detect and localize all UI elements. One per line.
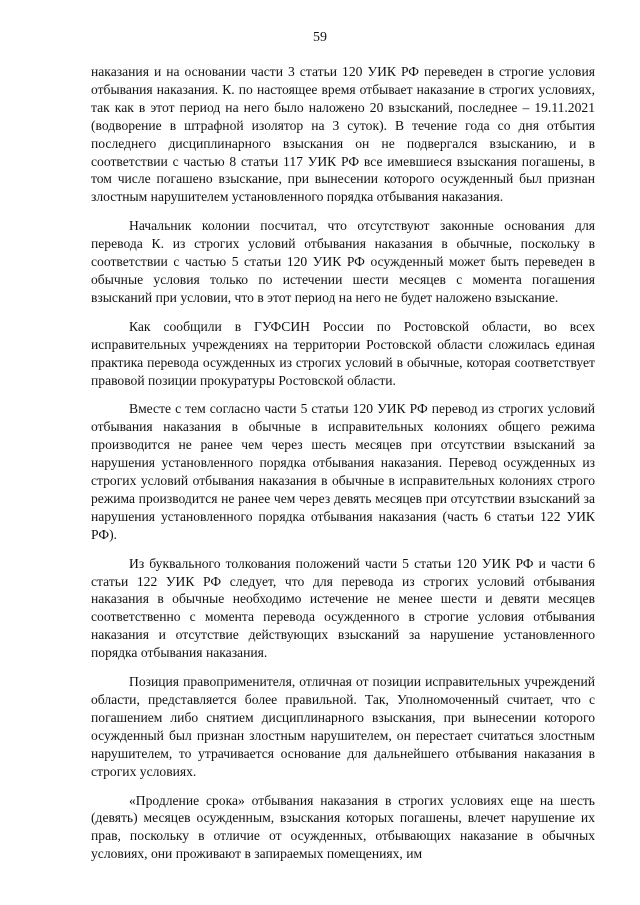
paragraph-7: «Продление срока» отбывания наказания в строгих условиях еще на шесть (девять) месяцев осужденным, взыскания которых погашены, влечет нарушение их прав, поскольку в отличие от осужденных, отбывающих наказание в обычных условиях, они проживают в запираемых помещениях, им (91, 792, 595, 862)
paragraph-2: Начальник колонии посчитал, что отсутствуют законные основания для перевода К. из строгих условий отбывания наказания в обычные, поскольку в соответствии с частью 5 статьи 120 УИК РФ осужденный может быть переведен в обычные условия только по истечении шести месяцев с момента погашения взысканий при условии, что в этот период на него не будет наложено взыскание. (91, 218, 595, 305)
paragraph-1: наказания и на основании части 3 статьи 120 УИК РФ переведен в строгие условия отбывания наказания. К. по настоящее время отбывает наказание в строгих условиях, так как в этот период на него было наложено 20 взысканий, последнее – 19.11.2021 (водворение в штрафной изолятор на 3 суток). В течение года со дня отбытия последнего дисциплинарного взыскания он не подвергался взысканию, и в соответствии с частью 8 статьи 117 УИК РФ все имевшиеся взыскания погашены, в том числе погашено взыскание, при вынесении которого осужденный был признан злостным нарушителем установленного порядка отбывания наказания. (91, 64, 595, 205)
page-number: 59 (313, 30, 327, 45)
body-text (91, 63, 595, 874)
paragraph-3: Как сообщили в ГУФСИН России по Ростовской области, во всех исправительных учреждениях на территории Ростовской области сложилась единая практика перевода осужденных из строгих условий в обычные, которая соответствует правовой позиции прокуратуры Ростовской области. (91, 318, 595, 388)
paragraph-4: Вместе с тем согласно части 5 статьи 120 УИК РФ перевод из строгих условий отбывания наказания в обычные в исправительных колониях общего режима производится не ранее чем через шесть месяцев при отсутствии взысканий за нарушения установленного порядка отбывания наказания. Перевод осужденных из строгих условий отбывания наказания в обычные в исправительных колониях строго режима производится не ранее чем через девять месяцев при отсутствии взысканий за нарушения установленного порядка отбывания наказания (часть 6 статьи 122 УИК РФ). (91, 401, 595, 542)
paragraph-5: Из буквального толкования положений части 5 статьи 120 УИК РФ и части 6 статьи 122 УИК РФ следует, что для перевода из строгих условий отбывания наказания в обычные необходимо истечение не менее шести и девяти месяцев соответственно с момента перевода осужденного в строгие условия отбывания наказания и отсутствие действующих взысканий за нарушение установленного порядка отбывания наказания. (91, 555, 595, 661)
paragraph-6: Позиция правоприменителя, отличная от позиции исправительных учреждений области, представляется более правильной. Так, Уполномоченный считает, что с погашением либо снятием дисциплинарного взыскания, при вынесении которого осужденный был признан злостным нарушителем, он перестает считаться злостным нарушителем, то утрачивается основание для дальнейшего отбывания наказания в строгих условиях. (91, 674, 595, 779)
